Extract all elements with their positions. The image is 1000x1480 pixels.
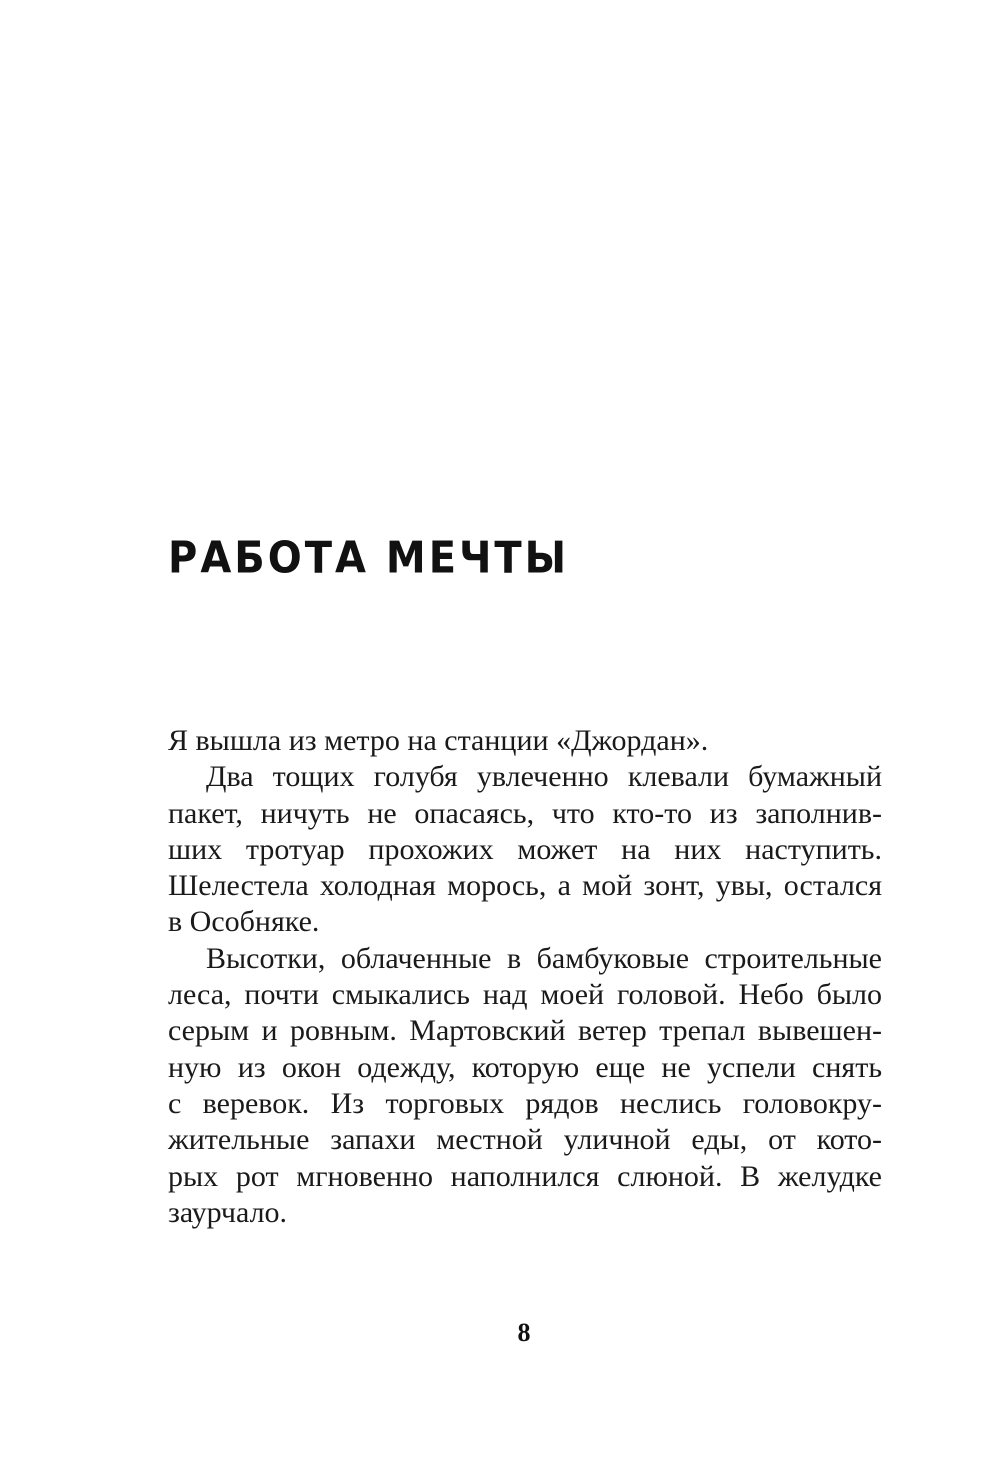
text-line: леса, почти смыкались над моей головой. Небо было — [168, 978, 882, 1012]
chapter-body — [168, 723, 882, 1231]
text-line: Высотки, облаченные в бамбуковые строительные — [206, 941, 882, 975]
text-line: жительные запахи местной уличной еды, от кото- — [168, 1123, 882, 1157]
text-line: Два тощих голубя увлеченно клевали бумажный — [206, 760, 882, 794]
chapter-title: РАБОТА МЕЧТЫ — [168, 533, 570, 584]
text-line: серым и ровным. Мартовский ветер трепал вывешен- — [168, 1014, 882, 1048]
text-line: заурчало. — [168, 1195, 288, 1229]
paragraph-2 — [168, 759, 882, 940]
text-line: Шелестела холодная морось, а мой зонт, увы, остался — [168, 869, 882, 903]
text-line: ших тротуар прохожих может на них наступить. — [168, 832, 882, 866]
text-line: с веревок. Из торговых рядов неслись головокру- — [168, 1086, 882, 1120]
text-line: рых рот мгновенно наполнился слюной. В желудке — [168, 1159, 882, 1193]
text-line: пакет, ничуть не опасаясь, что кто-то из заполнив- — [168, 796, 882, 830]
text-line: в Особняке. — [168, 905, 320, 939]
text-line: ную из окон одежду, которую еще не успели снять — [168, 1050, 882, 1084]
paragraph-1 — [168, 723, 882, 759]
paragraph-3 — [168, 941, 882, 1231]
page-number: 8 — [517, 1318, 531, 1347]
text-line: Я вышла из метро на станции «Джордан». — [168, 724, 709, 757]
